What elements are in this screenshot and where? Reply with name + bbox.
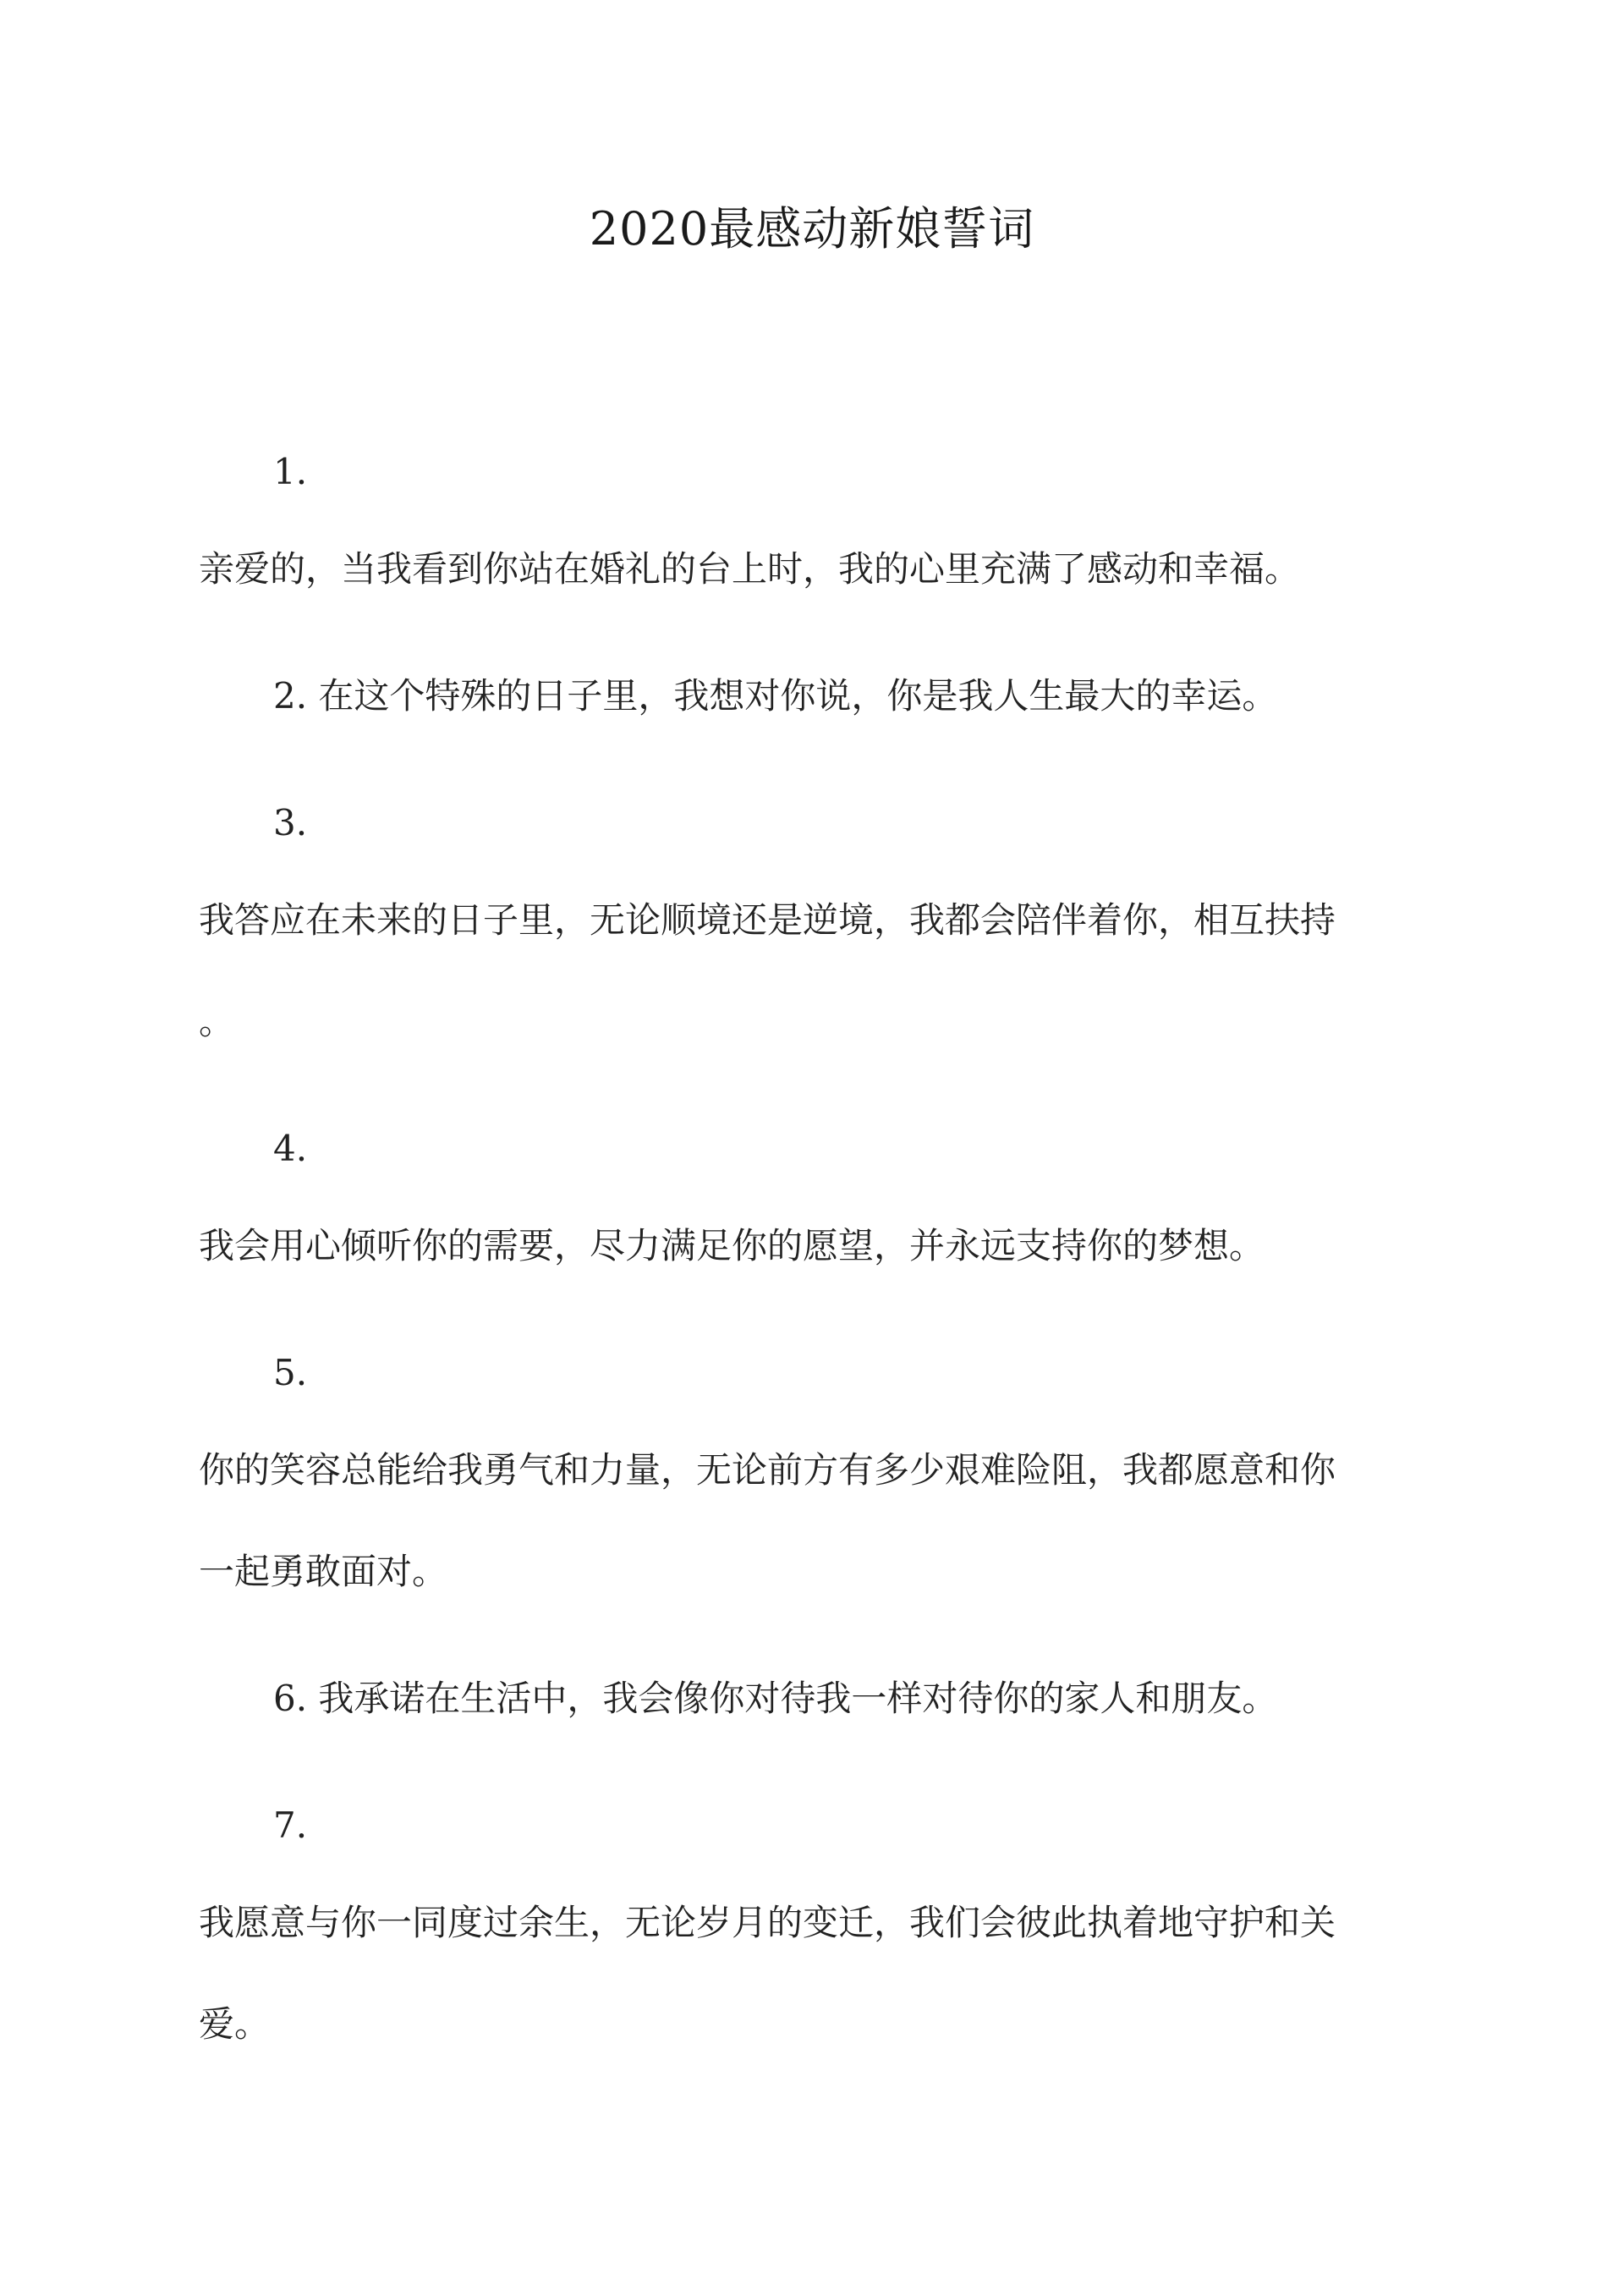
vow-line-2: 2. 在这个特殊的日子里，我想对你说，你是我人生最大的幸运。 — [273, 675, 1278, 717]
vow-text-4: 我会用心倾听你的需要，尽力满足你的愿望，并永远支持你的梦想。 — [199, 1225, 1265, 1266]
item-number-5: 5. — [273, 1352, 308, 1393]
vow-text-3: 我答应在未来的日子里，无论顺境还是逆境，我都会陪伴着你，相互扶持 — [199, 899, 1336, 941]
vow-text-7-end: 爱。 — [199, 2003, 271, 2045]
vow-text-1: 亲爱的，当我看到你站在婚礼的台上时，我的心里充满了感动和幸福。 — [199, 548, 1301, 590]
vow-text-5-end: 一起勇敢面对。 — [199, 1551, 448, 1592]
item-number-3: 3. — [273, 802, 308, 843]
item-number-1: 1. — [273, 451, 308, 492]
vow-line-6: 6. 我承诺在生活中，我会像你对待我一样对待你的家人和朋友。 — [273, 1678, 1278, 1719]
item-number-7: 7. — [273, 1804, 308, 1846]
document-title: 2020最感动新娘誓词 — [589, 202, 1035, 255]
item-number-4: 4. — [273, 1128, 308, 1169]
vow-text-3-end: 。 — [199, 1001, 235, 1042]
vow-text-5: 你的笑容总能给我勇气和力量，无论前方有多少艰难险阻，我都愿意和你 — [199, 1449, 1336, 1491]
vow-text-7: 我愿意与你一同度过余生，无论岁月的变迁，我们会彼此执着地守护和关 — [199, 1902, 1336, 1943]
